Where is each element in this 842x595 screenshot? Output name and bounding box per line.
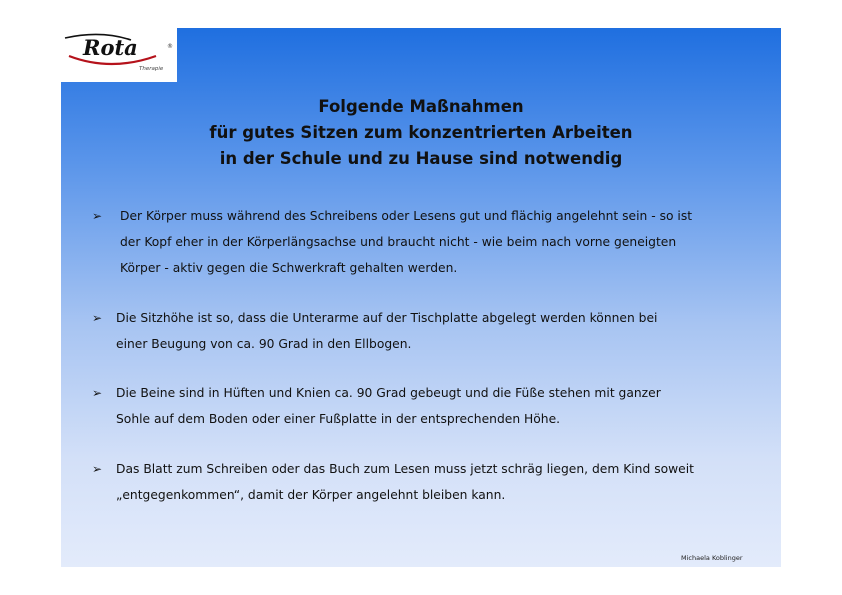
- arrow-bullet-icon: ➢: [92, 462, 103, 476]
- arrow-bullet-icon: ➢: [92, 209, 103, 223]
- bullet-text-line: Der Körper muss während des Schreibens oder Lesens gut und flächig angelehnt sein - so ist: [120, 209, 693, 223]
- logo-registered: ®: [167, 43, 173, 50]
- bullet-text-line: Die Sitzhöhe ist so, dass die Unterarme auf der Tischplatte abgelegt werden können bei: [116, 311, 658, 325]
- arrow-bullet-icon: ➢: [92, 311, 103, 325]
- bullet-text-line: einer Beugung von ca. 90 Grad in den Ellbogen.: [116, 337, 412, 351]
- bullet-text-line: der Kopf eher in der Körperlängsachse und braucht nicht - wie beim nach vorne geneigten: [120, 235, 677, 249]
- logo-subtitle: Therapie: [139, 66, 164, 72]
- title-line: Folgende Maßnahmen: [318, 97, 524, 116]
- bullet-text-line: Die Beine sind in Hüften und Knien ca. 90 Grad gebeugt und die Füße stehen mit ganzer: [116, 386, 661, 400]
- bullet-text-line: Körper - aktiv gegen die Schwerkraft gehalten werden.: [120, 261, 458, 275]
- rota-logo-mark: [61, 28, 177, 82]
- bullet-text-line: Das Blatt zum Schreiben oder das Buch zum Lesen muss jetzt schräg liegen, dem Kind soweit: [116, 462, 694, 476]
- bullet-text-line: Sohle auf dem Boden oder einer Fußplatte in der entsprechenden Höhe.: [116, 412, 561, 426]
- arrow-bullet-icon: ➢: [92, 386, 103, 400]
- author-footer: Michaela Koblinger: [681, 554, 743, 562]
- page-title: [61, 94, 781, 172]
- logo-brand: Rota: [83, 35, 138, 60]
- title-line: für gutes Sitzen zum konzentrierten Arbeiten: [209, 123, 633, 142]
- bullet-text-line: „entgegenkommen“, damit der Körper angelehnt bleiben kann.: [116, 488, 506, 502]
- rota-logo: [61, 28, 177, 82]
- title-line: in der Schule und zu Hause sind notwendig: [219, 149, 623, 168]
